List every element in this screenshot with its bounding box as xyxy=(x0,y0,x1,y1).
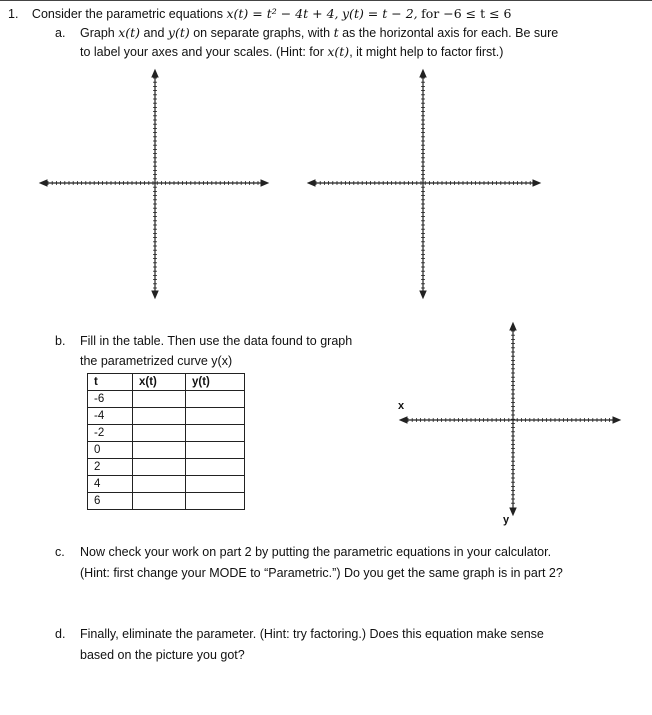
table-cell-t: -2 xyxy=(88,425,133,442)
part-a-text: on separate graphs, with xyxy=(193,26,331,40)
part-d-marker: d. xyxy=(55,627,66,641)
table-cell-y[interactable] xyxy=(186,442,245,459)
graph-a2-arrow-left xyxy=(308,180,315,186)
part-b-marker: b. xyxy=(55,334,66,348)
table-cell-x[interactable] xyxy=(133,476,186,493)
table-cell-y[interactable] xyxy=(186,408,245,425)
graph-a1-arrow-right xyxy=(261,180,268,186)
part-a-math-y: y(t) xyxy=(167,25,190,40)
table-header: t xyxy=(88,374,133,391)
table-cell-t: -4 xyxy=(88,408,133,425)
table-cell-x[interactable] xyxy=(133,493,186,510)
table-cell-x[interactable] xyxy=(133,391,186,408)
part-d-line-1: Finally, eliminate the parameter. (Hint: try factoring.) Does this equation make sense xyxy=(80,627,544,641)
part-c-line-1: Now check your work on part 2 by putting the parametric equations in your calculator. xyxy=(80,545,552,559)
part-b-line-1: Fill in the table. Then use the data found to graph xyxy=(80,334,353,348)
axis-y-label: y xyxy=(503,514,510,526)
table-cell-x[interactable] xyxy=(133,408,186,425)
table-header-row xyxy=(88,374,245,391)
graph-a1-arrow-left xyxy=(40,180,47,186)
part-a-math-x: x(t) xyxy=(327,44,350,59)
part-a-text: to label your axes and your scales. (Hint: for xyxy=(80,45,324,59)
part-a-text: as the horizontal axis for each. Be sure xyxy=(342,26,559,40)
table-cell-t: -6 xyxy=(88,391,133,408)
equation-y: y(t) = t − 2, xyxy=(342,6,418,21)
part-c-line-2: (Hint: first change your MODE to “Parametric.”) Do you get the same graph is in part 2? xyxy=(80,566,563,580)
data-table xyxy=(87,373,245,510)
table-cell-y[interactable] xyxy=(186,476,245,493)
part-a-math-t: t xyxy=(333,25,339,40)
graph-a1-arrow-up xyxy=(152,70,158,77)
graph-a2-arrow-up xyxy=(420,70,426,77)
part-a-text: , it might help to factor first.) xyxy=(349,45,504,59)
part-c-marker: c. xyxy=(55,545,65,559)
graph-b-arrow-up xyxy=(510,323,516,330)
table-cell-t: 0 xyxy=(88,442,133,459)
part-b-line-2: the parametrized curve y(x) xyxy=(80,354,233,368)
table-cell-t: 6 xyxy=(88,493,133,510)
parameter-range: for −6 ≤ t ≤ 6 xyxy=(421,6,512,21)
part-a-math-x: x(t) xyxy=(118,25,141,40)
axis-x-label: x xyxy=(398,400,405,412)
table-row xyxy=(88,425,245,442)
table-cell-y[interactable] xyxy=(186,459,245,476)
graph-a1-arrow-down xyxy=(152,291,158,298)
part-a-text: Graph xyxy=(80,26,115,40)
part-a-text: and xyxy=(143,26,165,40)
table-row xyxy=(88,408,245,425)
table-header: x(t) xyxy=(133,374,186,391)
table-cell-t: 2 xyxy=(88,459,133,476)
graph-b-arrow-left xyxy=(400,417,407,423)
graph-a2-arrow-down xyxy=(420,291,426,298)
table-cell-t: 4 xyxy=(88,476,133,493)
graph-b-arrow-down xyxy=(510,508,516,515)
table-row xyxy=(88,391,245,408)
problem-number: 1. xyxy=(8,7,19,21)
table-cell-x[interactable] xyxy=(133,442,186,459)
graph-a2-arrow-right xyxy=(533,180,540,186)
part-a-marker: a. xyxy=(55,26,66,40)
equation-x: x(t) = t² − 4t + 4, xyxy=(226,6,339,21)
problem-intro: Consider the parametric equations xyxy=(31,7,223,21)
table-cell-y[interactable] xyxy=(186,425,245,442)
table-row xyxy=(88,493,245,510)
table-row xyxy=(88,476,245,493)
table-cell-x[interactable] xyxy=(133,459,186,476)
part-d-line-2: based on the picture you got? xyxy=(80,648,245,662)
table-header: y(t) xyxy=(186,374,245,391)
table-cell-y[interactable] xyxy=(186,493,245,510)
table-cell-x[interactable] xyxy=(133,425,186,442)
table-row xyxy=(88,459,245,476)
table-cell-y[interactable] xyxy=(186,391,245,408)
table-row xyxy=(88,442,245,459)
graph-b-arrow-right xyxy=(613,417,620,423)
